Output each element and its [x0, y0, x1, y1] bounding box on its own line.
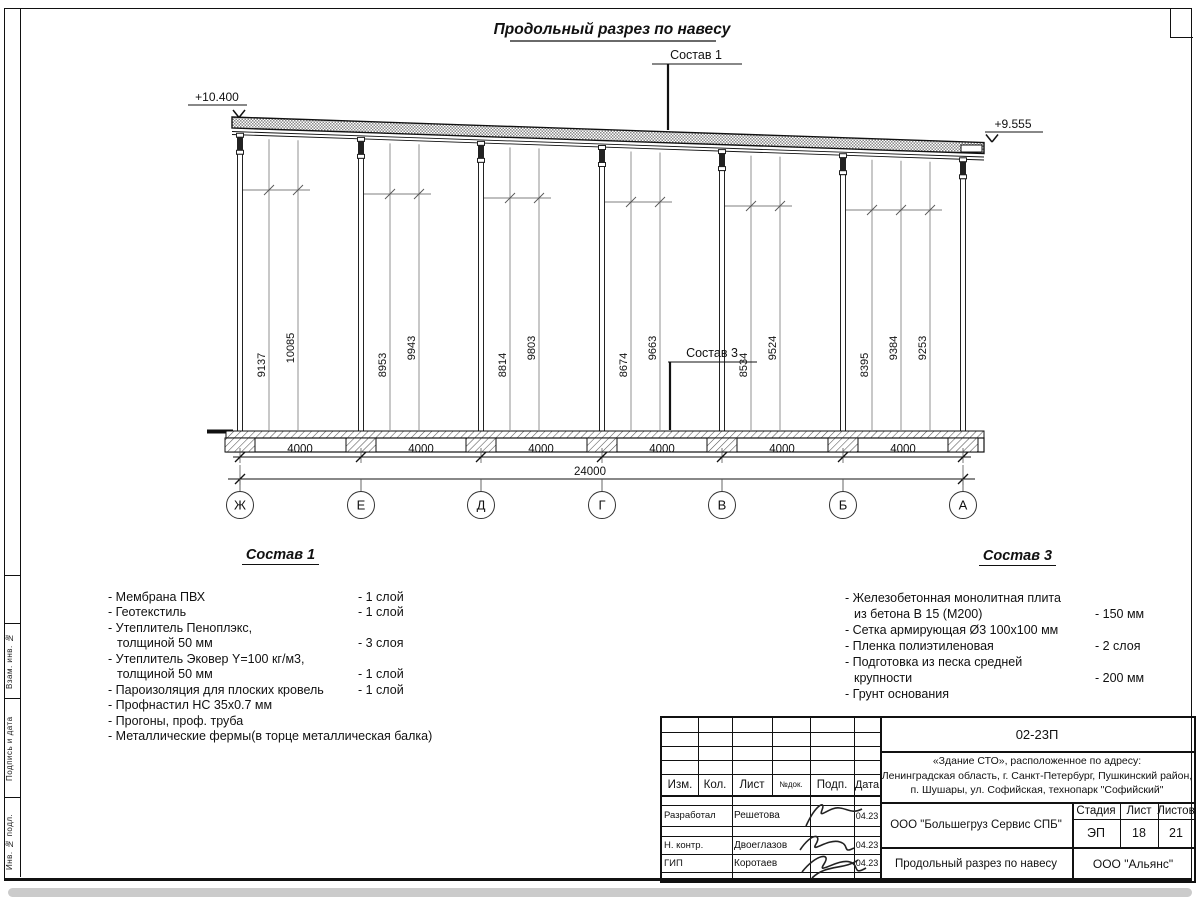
tb-col-data: Дата — [854, 778, 880, 791]
list-item: - Железобетонная монолитная плита — [845, 591, 1061, 605]
drawing-title: Продольный разрез по навесу — [493, 21, 731, 38]
list-item: толщиной 50 мм - 1 слой — [117, 667, 404, 681]
total-dim: 24000 — [574, 466, 606, 478]
axis-label: Б — [838, 497, 848, 513]
tb-name: Двоеглазов — [734, 839, 788, 851]
list-item: - Утеплитель Пеноплэкс, — [108, 620, 253, 635]
tb-role: Разработал — [664, 810, 716, 821]
list-item: из бетона В 15 (М200) - 150 мм — [854, 607, 1145, 621]
dim-text: 9803 — [526, 335, 538, 361]
dim-text: 9137 — [256, 352, 268, 378]
tb-date: 04.23 — [855, 840, 879, 850]
svg-text:+9.555: +9.555 — [994, 117, 1032, 131]
tb-sheet-label: Лист — [1126, 804, 1152, 817]
side-label-inv: Инв. № подл. — [5, 813, 14, 871]
list-item: - Сетка армирующая Ø3 100х100 мм — [845, 623, 1059, 637]
elevation-mark-right — [985, 117, 1043, 142]
tb-org: ООО "Большегруз Сервис СПБ" — [890, 818, 1062, 831]
roof-band — [232, 117, 984, 160]
dim-text: 9384 — [888, 335, 900, 361]
dim-text: 9253 — [917, 335, 929, 361]
tb-role: Н. контр. — [664, 839, 704, 851]
tb-col-kol: Кол. — [703, 778, 727, 791]
dim-text: 9943 — [406, 335, 418, 361]
list-item: - Мембрана ПВХ - 1 слой — [108, 589, 404, 604]
tb-firm: ООО "Альянс" — [1092, 857, 1174, 871]
tb-project-code: 02-23П — [1015, 727, 1059, 742]
tb-sheets-label: Листов — [1157, 804, 1195, 817]
roof-end-cap — [961, 145, 982, 152]
signature — [800, 798, 868, 832]
bay-dim: 4000 — [528, 443, 554, 456]
tb-sheet-title: Продольный разрез по навесу — [895, 858, 1057, 870]
dim-text: 8534 — [738, 352, 750, 378]
dim-text: 8674 — [618, 352, 630, 378]
tb-col-izm: Изм. — [667, 778, 693, 791]
sostav1-block — [108, 548, 453, 745]
callout-sostav1: Состав 1 — [670, 48, 722, 62]
list-item: - Грунт основания — [845, 687, 950, 701]
callout-sostav3: Состав 3 — [686, 346, 738, 360]
dim-text: 8953 — [377, 352, 389, 378]
axis-bubbles — [227, 479, 977, 519]
bay-dim: 4000 — [649, 443, 675, 456]
tb-object: «Здание СТО», расположенное по адресу: Ленинградская область, г. Санкт-Петербург, Пушкинский район, п. Шушары, ул. Софийская, технопарк "Софийский" — [881, 755, 1193, 796]
list-item: - Подготовка из песка средней — [845, 655, 1023, 669]
axis-label: Е — [356, 497, 366, 513]
tb-col-podp: Подп. — [816, 778, 848, 791]
axis-label: А — [958, 497, 968, 513]
tb-stage-label: Стадия — [1076, 804, 1116, 817]
bay-dim: 4000 — [769, 443, 795, 456]
tb-date: 04.23 — [855, 810, 879, 821]
elevation-mark-left — [188, 90, 247, 118]
axis-label: Г — [598, 497, 606, 513]
list-item: - Геотекстиль - 1 слой — [108, 605, 404, 619]
list-item: - Пароизоляция для плоских кровель - 1 слой — [108, 682, 404, 697]
list-item: крупности - 200 мм — [854, 671, 1145, 685]
list-item: - Пленка полиэтиленовая - 2 слоя — [845, 639, 1141, 653]
signature — [792, 830, 876, 882]
dim-text: 10085 — [285, 332, 297, 364]
axis-label: Ж — [233, 497, 247, 513]
dim-text: 9524 — [767, 335, 779, 361]
axis-label: В — [717, 497, 727, 513]
list-item: толщиной 50 мм - 3 слоя — [117, 636, 404, 650]
axis-label: Д — [476, 497, 486, 513]
tb-sheets-value: 21 — [1169, 826, 1183, 840]
list-item: - Металлические фермы(в торце металлическая балка) — [108, 729, 433, 743]
dimension-ticks — [243, 185, 942, 215]
title-block — [660, 716, 1196, 883]
tb-sheet-value: 18 — [1132, 826, 1146, 840]
list-item: - Прогоны, проф. труба — [108, 713, 244, 728]
bay-dim: 4000 — [287, 443, 313, 456]
columns — [237, 133, 967, 431]
tb-name: Коротаев — [734, 857, 778, 869]
bay-dim: 4000 — [408, 443, 434, 456]
tb-role: ГИП — [664, 857, 683, 869]
sostav3-block — [845, 548, 1190, 702]
tb-name: Решетова — [734, 810, 780, 821]
sostav3-heading: Состав 3 — [845, 548, 1190, 564]
ground-slab — [207, 430, 984, 453]
svg-text:+10.400: +10.400 — [195, 90, 239, 104]
dim-text: 9663 — [647, 335, 659, 361]
list-item: - Утеплитель Эковер Y=100 кг/м3, — [108, 651, 305, 666]
side-label-podpis: Подпись и дата — [5, 716, 14, 781]
tb-col-list: Лист — [739, 778, 765, 791]
tb-date: 04.23 — [855, 858, 879, 868]
side-label-vzam: Взам. инв. № — [5, 633, 14, 690]
dim-text: 8814 — [497, 352, 509, 378]
sostav1-heading: Состав 1 — [108, 548, 453, 564]
dim-text: 8395 — [859, 352, 871, 378]
tb-stage-value: ЭП — [1087, 826, 1105, 840]
bay-dim: 4000 — [890, 443, 916, 456]
horizontal-scrollbar[interactable] — [8, 888, 1192, 897]
list-item: - Профнастил НС 35x0.7 мм — [108, 698, 273, 712]
tb-col-ndok: №док. — [779, 780, 803, 789]
